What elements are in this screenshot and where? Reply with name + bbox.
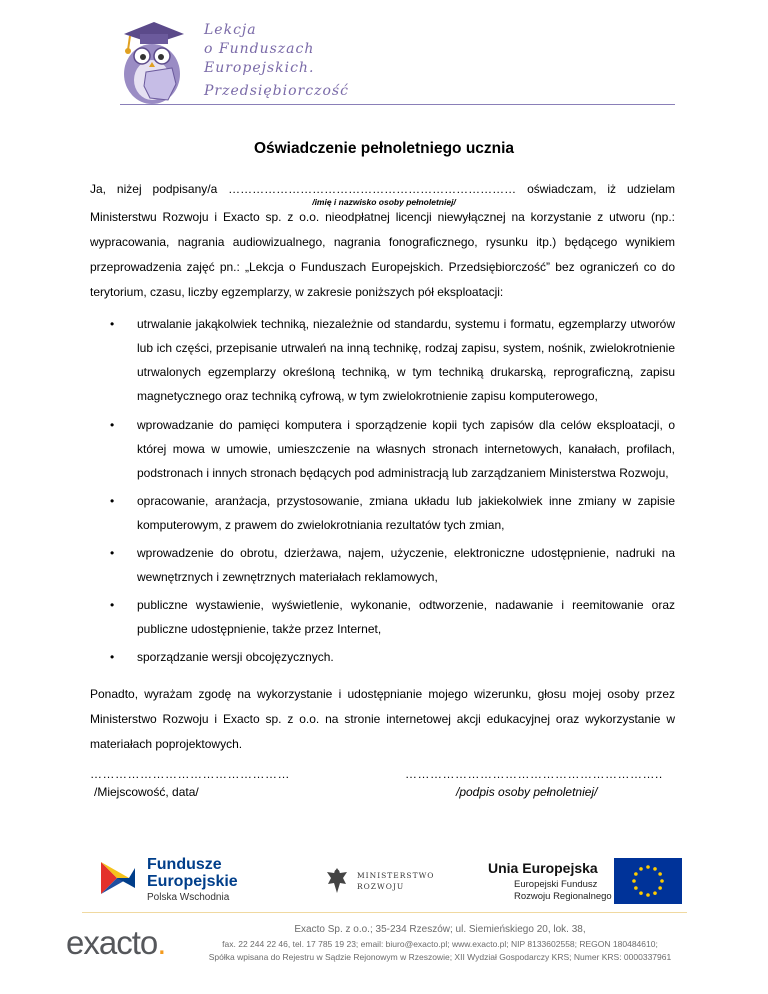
- ue-line-2: Europejski Fundusz: [514, 879, 598, 890]
- eu-star-icon: [660, 879, 664, 883]
- fe-star-icon: [95, 848, 145, 906]
- footer-registry: Spółka wpisana do Rejestru w Sądzie Rejonowym w Rzeszowie; XII Wydział Gospodarczy KRS; Numer KRS: 0000337961: [208, 952, 672, 962]
- place-date-label: /Miejscowość, data/: [94, 785, 199, 799]
- bullet-icon: •: [110, 418, 115, 432]
- exacto-logo: exacto.: [66, 924, 166, 961]
- eu-star-icon: [646, 865, 650, 869]
- eu-star-icon: [646, 893, 650, 897]
- fe-line-1: Fundusze: [147, 856, 222, 873]
- eu-star-icon: [639, 867, 643, 871]
- eu-star-icon: [634, 872, 638, 876]
- mr-line-1: MINISTERSTWO: [357, 871, 435, 880]
- intro-paragraph: Ministerstwu Rozwoju i Exacto sp. z o.o. nieodpłatnej licencji niewyłącznej na korzystanie z utworu (np.: wypracowania, nagrania audiowizualnego, nagrania fonograficznego, rysunku itp.) będącego wynikiem przeprowadzenia zajęć pn.: „Lekcja o Funduszach Europejskich. Przedsiębiorczość” bez ograniczeń co do terytorium, czasu, liczby egzemplarzy, w zakresie poniższych pół eksploatacji:: [90, 210, 675, 299]
- eagle-emblem-icon: [325, 866, 349, 896]
- ue-line-3: Rozwoju Regionalnego: [514, 891, 612, 902]
- bullet-icon: •: [110, 317, 115, 331]
- header-title-line-3: Europejskich.: [204, 60, 315, 76]
- bullet-icon: •: [110, 494, 115, 508]
- place-date-line: …………………………………………: [90, 767, 290, 781]
- header-divider: [120, 104, 675, 105]
- unia-europejska-logo: [488, 852, 683, 910]
- intro-first-line: Ja, niżej podpisany/a ……………………………………………………………… oświadczam, iż udzielam: [90, 182, 675, 196]
- fe-line-3: Polska Wschodnia: [147, 892, 230, 903]
- ministerstwo-rozwoju-logo: [325, 862, 445, 902]
- eu-flag-icon: [614, 858, 682, 904]
- exploitation-fields-list: [90, 312, 675, 669]
- header-title-line-1: Lekcja: [204, 22, 257, 38]
- header-title-line-2: o Funduszach: [204, 41, 315, 57]
- page-title: Oświadczenie pełnoletniego ucznia: [253, 140, 515, 157]
- footer-address: Exacto Sp. z o.o.; 35-234 Rzeszów; ul. Siemieńskiego 20, lok. 38,: [294, 924, 586, 935]
- list-item: • wprowadzanie do pamięci komputera i sporządzenie kopii tych zapisów dla celów eksploatacji, o której mowa w umowie, umieszczenie na własnych stronach internetowych, kanałach, profilach, podstronach i innych stronach będących pod administracją lub zarządzaniem Ministerstwa Rozwoju,: [90, 413, 675, 485]
- mr-line-2: ROZWOJU: [357, 882, 405, 891]
- eu-star-icon: [653, 867, 657, 871]
- list-item: • publiczne wystawienie, wyświetlenie, wykonanie, odtworzenie, nadawanie i reemitowanie oraz publiczne udostępnienie, także przez Internet,: [90, 593, 675, 641]
- bullet-icon: •: [110, 546, 115, 560]
- eu-star-icon: [653, 891, 657, 895]
- list-item: • wprowadzenie do obrotu, dzierżawa, najem, użyczenie, elektroniczne udostępnienie, nadruki na wewnętrznych i zewnętrznych materiałach reklamowych,: [90, 541, 675, 589]
- name-field-label: /imię i nazwisko osoby pełnoletniej/: [312, 197, 456, 207]
- consent-paragraph: Ponadto, wyrażam zgodę na wykorzystanie i udostępnianie mojego wizerunku, głosu mojej osoby przez Ministerstwo Rozwoju i Exacto sp. z o.o. na stronie internetowej akcji edukacyjnej oraz wykorzystanie w materiałach poprojektowych.: [90, 687, 675, 751]
- owl-mascot-icon: [110, 20, 192, 106]
- signature-line: ……………………………………………………..: [405, 767, 663, 781]
- header-title-line-4: Przedsiębiorczość: [204, 83, 349, 99]
- eu-star-icon: [658, 886, 662, 890]
- eu-star-icon: [632, 879, 636, 883]
- footer-divider: [82, 912, 687, 913]
- bullet-icon: •: [110, 598, 115, 612]
- fe-line-2: Europejskie: [147, 873, 238, 890]
- eu-star-icon: [639, 891, 643, 895]
- signature-label: /podpis osoby pełnoletniej/: [456, 785, 598, 799]
- footer-contact: fax. 22 244 22 46, tel. 17 785 19 23; email: biuro@exacto.pl; www.exacto.pl; NIP 8133602558; REGON 180484610;: [222, 939, 658, 949]
- ue-line-1: Unia Europejska: [488, 860, 598, 876]
- eu-star-icon: [658, 872, 662, 876]
- eu-star-icon: [634, 886, 638, 890]
- list-item: • utrwalanie jakąkolwiek techniką, niezależnie od standardu, systemu i formatu, egzemplarzy utworów lub ich części, przepisanie utrwaleń na inną technikę, rodzaj zapisu, system, nośnik, zwielokrotnienie utrwalonych egzemplarzy określoną techniką, w tym techniką drukarską, reprograficzną, zapisu magnetycznego oraz techniką cyfrową, w tym zwielokrotnienie zapisu komputerowego,: [90, 312, 675, 408]
- fundusze-europejskie-logo: [95, 848, 255, 908]
- bullet-icon: •: [110, 650, 115, 664]
- list-item: • sporządzanie wersji obcojęzycznych.: [90, 645, 675, 669]
- list-item: • opracowanie, aranżacja, przystosowanie, zmiana układu lub jakiekolwiek inne zmiany w zapisie komputerowym, z prawem do zwielokrotniania rezultatów tych zmian,: [90, 489, 675, 537]
